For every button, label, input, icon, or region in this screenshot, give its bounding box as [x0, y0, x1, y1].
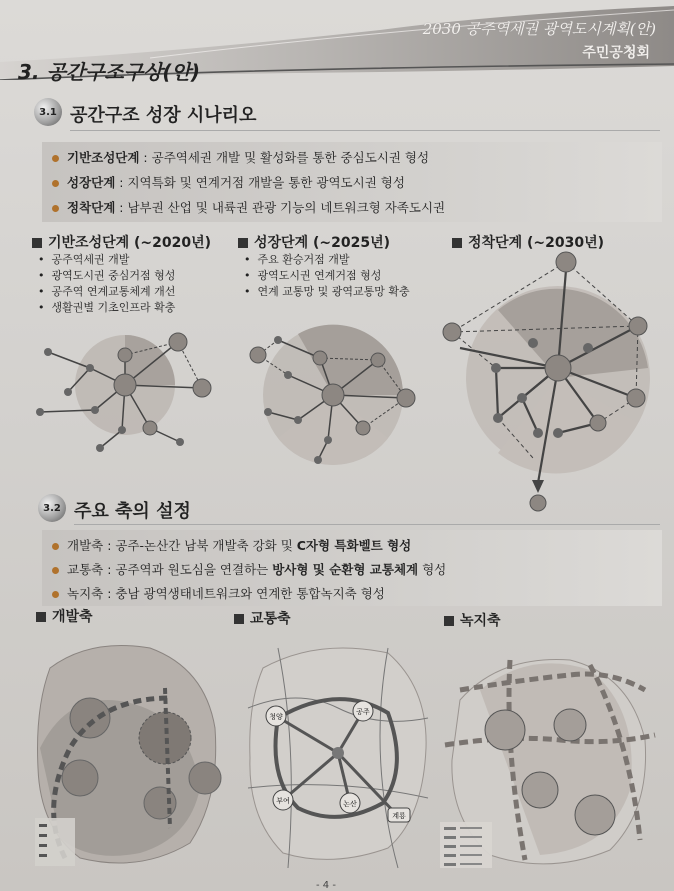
map-city-label: 부여 — [276, 797, 290, 805]
axis-item: 녹지축 : 충남 광역생태네트워크와 연계한 통합녹지축 형성 — [52, 584, 385, 602]
stage2-network-diagram — [238, 300, 438, 470]
stage-bullet-list — [244, 252, 410, 300]
scenario-item: 성장단계 : 지역특화 및 연계거점 개발을 통한 광역도시권 형성 — [52, 173, 405, 191]
scenario-summary-box — [42, 142, 662, 222]
section-title: 주요 축의 설정 — [74, 501, 191, 522]
bullet-icon — [52, 543, 59, 550]
stage3-network-diagram — [438, 248, 664, 516]
axis-item: 개발축 : 공주-논산간 남북 개발축 강화 및 C자형 특화벨트 형성 — [52, 536, 411, 554]
stage-title: 정착단계 (~2030년) — [452, 232, 604, 252]
chapter-title: 3. 공간구조구상(안) — [18, 60, 200, 84]
scenario-item: 정착단계 : 남부권 산업 및 내륙권 관광 기능의 네트워크형 자족도시권 — [52, 198, 445, 216]
section-number-badge: 3.2 — [38, 494, 66, 522]
map-title: 개발축 — [36, 606, 93, 626]
stage-title: 기반조성단계 (~2020년) — [32, 232, 211, 252]
map-city-label: 공주 — [356, 708, 370, 716]
square-bullet-icon — [452, 238, 462, 248]
page-number: - 4 - — [316, 880, 336, 891]
transport-axis-map — [238, 628, 438, 874]
green-axis-map — [440, 630, 660, 876]
list-item: • 생활권별 기초인프라 확충 — [38, 301, 176, 314]
bullet-icon — [52, 567, 59, 574]
list-item: • 광역도시권 중심거점 형성 — [38, 269, 176, 282]
bullet-icon — [52, 205, 59, 212]
list-item: • 광역도시권 연계거점 형성 — [244, 269, 382, 282]
section-divider — [70, 130, 660, 131]
square-bullet-icon — [234, 614, 244, 624]
development-axis-map — [30, 628, 230, 874]
list-item: • 공주역 연계교통체계 개선 — [38, 285, 176, 298]
square-bullet-icon — [36, 612, 46, 622]
map-title: 교통축 — [234, 608, 291, 628]
document-subtitle: 주민공청회 — [582, 45, 650, 61]
square-bullet-icon — [444, 616, 454, 626]
section-divider — [74, 524, 660, 525]
square-bullet-icon — [238, 238, 248, 248]
stage-bullet-list — [38, 252, 175, 316]
map-city-label: 청양 — [269, 713, 283, 721]
map-city-label: 논산 — [343, 800, 357, 808]
document-title: 2030 공주역세권 광역도시계획(안) — [422, 20, 656, 38]
list-item: • 공주역세권 개발 — [38, 253, 130, 266]
stage1-network-diagram — [30, 320, 230, 460]
stage-title: 성장단계 (~2025년) — [238, 232, 390, 252]
axis-summary-box — [42, 530, 662, 606]
bullet-icon — [52, 155, 59, 162]
section-title: 공간구조 성장 시나리오 — [70, 105, 257, 126]
bullet-icon — [52, 591, 59, 598]
map-title: 녹지축 — [444, 610, 501, 630]
scenario-item: 기반조성단계 : 공주역세권 개발 및 활성화를 통한 중심도시권 형성 — [52, 148, 429, 166]
square-bullet-icon — [32, 238, 42, 248]
list-item: • 주요 환승거점 개발 — [244, 253, 350, 266]
map-city-label: 계룡 — [392, 812, 406, 820]
list-item: • 연계 교통망 및 광역교통망 확충 — [244, 285, 410, 298]
section-number-badge: 3.1 — [34, 98, 62, 126]
axis-item: 교통축 : 공주역과 원도심을 연결하는 방사형 및 순환형 교통체계 형성 — [52, 560, 446, 578]
bullet-icon — [52, 180, 59, 187]
